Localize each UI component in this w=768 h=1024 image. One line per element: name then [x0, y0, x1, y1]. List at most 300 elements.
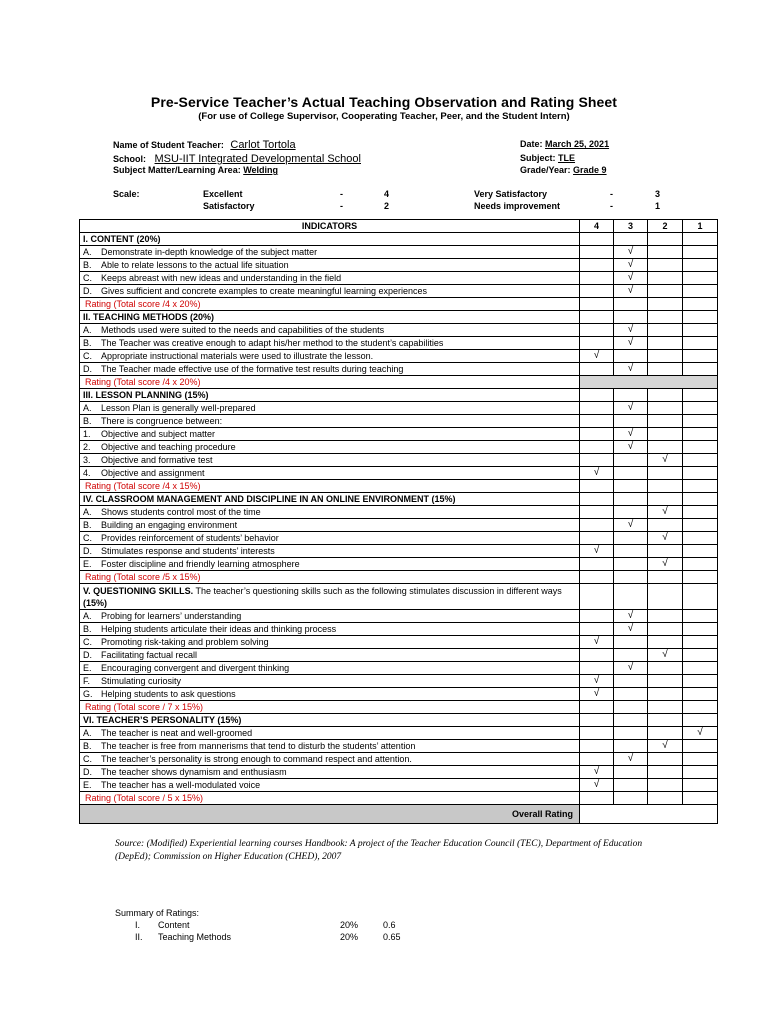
indicator-label: Gives sufficient and concrete examples to create meaningful learning experiences [101, 286, 428, 296]
score-cell-3[interactable] [614, 467, 648, 480]
indicator-text [80, 454, 580, 467]
indicator-prefix: B. [83, 741, 92, 751]
rating-label: Rating (Total score /4 x 20%) [80, 376, 580, 389]
score-cell-1[interactable] [683, 441, 718, 454]
score-cell-4[interactable] [580, 519, 614, 532]
checkmark-icon: √ [627, 285, 634, 296]
score-cell-1[interactable] [683, 519, 718, 532]
score-cell-4[interactable] [580, 610, 614, 623]
indicator-text [80, 649, 580, 662]
score-cell-2[interactable] [648, 259, 683, 272]
indicator-label: The teacher shows dynamism and enthusiasm [101, 767, 287, 777]
checkmark-icon: √ [627, 246, 634, 257]
indicator-row [80, 246, 718, 259]
checkmark-icon: √ [627, 623, 634, 634]
score-cell-3[interactable] [614, 558, 648, 571]
indicator-label: Foster discipline and friendly learning atmosphere [101, 559, 300, 569]
score-cell-1[interactable] [683, 467, 718, 480]
score-cell-3[interactable] [614, 259, 648, 272]
score-cell-1[interactable] [683, 337, 718, 350]
summary-score: 0.65 [383, 932, 401, 942]
score-cell [580, 714, 614, 727]
rating-value-cell[interactable] [683, 480, 718, 493]
indicator-row [80, 272, 718, 285]
rating-label: Rating (Total score / 7 x 15%) [80, 701, 580, 714]
indicator-label: Lesson Plan is generally well-prepared [101, 403, 256, 413]
score-cell-1[interactable] [683, 259, 718, 272]
student-teacher-label: Name of Student Teacher: [113, 140, 224, 150]
rating-label: Rating (Total score /4 x 20%) [80, 298, 580, 311]
section-title [80, 584, 580, 610]
rating-value-cell[interactable] [614, 571, 648, 584]
rating-value-cell[interactable] [580, 792, 614, 805]
indicator-prefix: B. [83, 338, 92, 348]
rating-value-cell[interactable] [580, 571, 614, 584]
score-cell-2[interactable] [648, 740, 683, 753]
indicator-row [80, 727, 718, 740]
score-cell-1[interactable] [683, 610, 718, 623]
scale-value-satisfactory: 2 [384, 201, 390, 211]
rating-value-cell[interactable] [683, 701, 718, 714]
checkmark-icon: √ [593, 766, 600, 777]
score-cell-4[interactable] [580, 441, 614, 454]
checkmark-icon: √ [627, 662, 634, 673]
indicator-label: Objective and formative test [101, 455, 213, 465]
checkmark-icon: √ [627, 428, 634, 439]
score-cell-2[interactable] [648, 688, 683, 701]
summary-name: Content [158, 920, 190, 930]
section-header-row [80, 584, 718, 610]
score-cell-1[interactable] [683, 454, 718, 467]
checkmark-icon: √ [627, 363, 634, 374]
score-cell-2[interactable] [648, 350, 683, 363]
score-cell-1[interactable] [683, 779, 718, 792]
section-lead: V. QUESTIONING SKILLS. [83, 585, 194, 596]
scale-name-very-satisfactory: Very Satisfactory [474, 189, 548, 199]
score-cell-3[interactable] [614, 454, 648, 467]
checkmark-icon: √ [662, 740, 668, 751]
score-cell-4[interactable] [580, 415, 614, 428]
score-cell-4[interactable] [580, 532, 614, 545]
scale-dash: - [610, 189, 613, 199]
score-cell-1[interactable] [683, 285, 718, 298]
indicator-text [80, 272, 580, 285]
score-cell-1[interactable] [683, 649, 718, 662]
score-cell-4[interactable] [580, 727, 614, 740]
score-cell-2[interactable] [648, 766, 683, 779]
indicator-text [80, 545, 580, 558]
score-cell-2[interactable] [648, 363, 683, 376]
score-cell-1[interactable] [683, 545, 718, 558]
learning-area-label: Subject Matter/Learning Area: [113, 165, 241, 175]
score-cell-1[interactable] [683, 324, 718, 337]
score-cell-4[interactable] [580, 337, 614, 350]
score-cell-3[interactable] [614, 662, 648, 675]
header-score-2: 2 [648, 220, 683, 233]
section-header-row [80, 311, 718, 324]
score-cell-4[interactable] [580, 285, 614, 298]
score-cell [580, 233, 614, 246]
score-cell-4[interactable] [580, 272, 614, 285]
checkmark-icon: √ [662, 454, 668, 465]
date-field [520, 139, 609, 149]
indicator-label: Objective and teaching procedure [101, 442, 236, 452]
section-title: III. LESSON PLANNING (15%) [80, 389, 580, 402]
score-cell [683, 233, 718, 246]
checkmark-icon: √ [627, 272, 634, 283]
score-cell-3[interactable] [614, 441, 648, 454]
indicator-text [80, 766, 580, 779]
score-cell-1[interactable] [683, 623, 718, 636]
score-cell-4[interactable] [580, 688, 614, 701]
score-cell-3[interactable] [614, 415, 648, 428]
header-score-3: 3 [614, 220, 648, 233]
score-cell-4[interactable] [580, 324, 614, 337]
rating-value-cell[interactable] [683, 792, 718, 805]
score-cell-1[interactable] [683, 636, 718, 649]
section-title: I. CONTENT (20%) [80, 233, 580, 246]
indicator-label: The teacher is free from mannerisms that tend to disturb the students’ attention [101, 741, 416, 751]
grade-field [520, 165, 607, 175]
checkmark-icon: √ [627, 337, 634, 348]
score-cell-4[interactable] [580, 753, 614, 766]
score-cell-4[interactable] [580, 662, 614, 675]
score-cell-4[interactable] [580, 545, 614, 558]
indicator-row [80, 467, 718, 480]
school-field [113, 153, 361, 165]
indicator-prefix: B. [83, 416, 92, 426]
overall-rating-row [80, 805, 718, 824]
indicator-label: Demonstrate in-depth knowledge of the subject matter [101, 247, 318, 257]
header-score-4: 4 [580, 220, 614, 233]
rating-value-cell[interactable] [614, 298, 648, 311]
score-cell-3[interactable] [614, 506, 648, 519]
score-cell [580, 493, 614, 506]
summary-num: II. [135, 932, 143, 942]
scale-dash: - [610, 201, 613, 211]
score-cell-3[interactable] [614, 649, 648, 662]
indicator-prefix: F. [83, 676, 91, 686]
score-cell-4[interactable] [580, 779, 614, 792]
rating-value-cell[interactable] [580, 298, 614, 311]
indicator-prefix: E. [83, 780, 92, 790]
indicator-row [80, 766, 718, 779]
score-cell-1[interactable] [683, 350, 718, 363]
score-cell-3[interactable] [614, 636, 648, 649]
indicator-row [80, 623, 718, 636]
checkmark-icon: √ [662, 532, 668, 543]
score-cell-3[interactable] [614, 532, 648, 545]
rating-value-cell[interactable] [648, 298, 683, 311]
indicator-prefix: 4. [83, 468, 91, 478]
indicator-label: Objective and assignment [101, 468, 205, 478]
rating-value-cell[interactable] [580, 701, 614, 714]
indicator-text [80, 662, 580, 675]
score-cell-3[interactable] [614, 727, 648, 740]
scale-name-satisfactory: Satisfactory [203, 201, 255, 211]
score-cell-3[interactable] [614, 675, 648, 688]
rating-value-cell[interactable] [580, 376, 718, 389]
date-value: March 25, 2021 [545, 139, 610, 149]
rating-label: Rating (Total score / 5 x 15%) [80, 792, 580, 805]
score-cell-4[interactable] [580, 636, 614, 649]
score-cell-1[interactable] [683, 740, 718, 753]
indicator-row [80, 259, 718, 272]
score-cell-3[interactable] [614, 337, 648, 350]
score-cell-2[interactable] [648, 727, 683, 740]
section-header-row [80, 493, 718, 506]
document-title: Pre-Service Teacher’s Actual Teaching Observation and Rating Sheet [150, 94, 618, 110]
score-cell [683, 714, 718, 727]
indicator-row [80, 350, 718, 363]
score-cell-1[interactable] [683, 272, 718, 285]
indicator-label: Probing for learners’ understanding [101, 611, 242, 621]
score-cell-4[interactable] [580, 363, 614, 376]
indicator-row [80, 649, 718, 662]
score-cell-2[interactable] [648, 324, 683, 337]
rating-value-cell[interactable] [648, 701, 683, 714]
rating-value-cell[interactable] [648, 792, 683, 805]
rating-value-cell[interactable] [614, 480, 648, 493]
score-cell-1[interactable] [683, 662, 718, 675]
indicator-row [80, 285, 718, 298]
score-cell [683, 584, 718, 610]
score-cell-2[interactable] [648, 506, 683, 519]
indicator-prefix: E. [83, 663, 92, 673]
score-cell-1[interactable] [683, 402, 718, 415]
indicator-prefix: D. [83, 546, 92, 556]
checkmark-icon: √ [662, 649, 668, 660]
score-cell [614, 233, 648, 246]
overall-rating-value[interactable] [580, 805, 718, 824]
score-cell-2[interactable] [648, 532, 683, 545]
indicator-row [80, 753, 718, 766]
score-cell-4[interactable] [580, 246, 614, 259]
indicator-label: Stimulates response and students’ interests [101, 546, 275, 556]
score-cell-4[interactable] [580, 649, 614, 662]
scale-name-excellent: Excellent [203, 189, 243, 199]
score-cell [648, 584, 683, 610]
indicator-prefix: C. [83, 533, 92, 543]
section-header-row [80, 714, 718, 727]
indicator-label: Appropriate instructional materials were used to illustrate the lesson. [101, 351, 374, 361]
score-cell-3[interactable] [614, 324, 648, 337]
score-cell-2[interactable] [648, 558, 683, 571]
scale-dash: - [340, 201, 343, 211]
indicator-label: Stimulating curiosity [101, 676, 182, 686]
indicator-row [80, 324, 718, 337]
score-cell-2[interactable] [648, 779, 683, 792]
score-cell-4[interactable] [580, 766, 614, 779]
rating-table-body [80, 220, 718, 824]
score-cell-1[interactable] [683, 753, 718, 766]
score-cell-3[interactable] [614, 740, 648, 753]
learning-area-value: Welding [243, 165, 279, 175]
score-cell-2[interactable] [648, 246, 683, 259]
checkmark-icon: √ [627, 753, 634, 764]
rating-label: Rating (Total score /5 x 15%) [80, 571, 580, 584]
indicator-text [80, 402, 580, 415]
score-cell-2[interactable] [648, 519, 683, 532]
score-cell-1[interactable] [683, 766, 718, 779]
indicator-prefix: B. [83, 520, 92, 530]
indicator-label: Methods used were suited to the needs and capabilities of the students [101, 325, 385, 335]
score-cell-4[interactable] [580, 740, 614, 753]
score-cell-2[interactable] [648, 662, 683, 675]
score-cell-1[interactable] [683, 246, 718, 259]
indicator-prefix: B. [83, 624, 92, 634]
score-cell-2[interactable] [648, 623, 683, 636]
score-cell-2[interactable] [648, 272, 683, 285]
indicator-label: The Teacher was creative enough to adapt his/her method to the student’s capabilities [101, 338, 444, 348]
scale-dash: - [340, 189, 343, 199]
score-cell-2[interactable] [648, 337, 683, 350]
score-cell-1[interactable] [683, 727, 718, 740]
score-cell-2[interactable] [648, 610, 683, 623]
score-cell-2[interactable] [648, 467, 683, 480]
header-score-1: 1 [683, 220, 718, 233]
score-cell-2[interactable] [648, 428, 683, 441]
rating-value-cell[interactable] [648, 571, 683, 584]
indicator-row [80, 337, 718, 350]
date-label: Date: [520, 139, 543, 149]
score-cell-2[interactable] [648, 415, 683, 428]
score-cell-4[interactable] [580, 428, 614, 441]
summary-name: Teaching Methods [158, 932, 232, 942]
indicator-row [80, 519, 718, 532]
rating-value-cell[interactable] [683, 571, 718, 584]
score-cell-3[interactable] [614, 363, 648, 376]
score-cell-3[interactable] [614, 519, 648, 532]
indicator-prefix: A. [83, 611, 92, 621]
summary-pct: 20% [340, 920, 359, 930]
checkmark-icon: √ [627, 519, 634, 530]
indicator-row [80, 688, 718, 701]
rating-value-cell[interactable] [648, 480, 683, 493]
score-cell-3[interactable] [614, 688, 648, 701]
indicator-row [80, 545, 718, 558]
indicator-prefix: 2. [83, 442, 91, 452]
score-cell-3[interactable] [614, 779, 648, 792]
indicator-text [80, 467, 580, 480]
score-cell-2[interactable] [648, 454, 683, 467]
indicator-row [80, 636, 718, 649]
indicator-label: The teacher’s personality is strong enough to command respect and attention. [101, 754, 412, 764]
rating-value-cell[interactable] [614, 792, 648, 805]
indicator-text [80, 363, 580, 376]
section-weight: (15%) [83, 597, 108, 608]
indicator-text [80, 415, 580, 428]
summary-pct: 20% [340, 932, 359, 942]
score-cell-2[interactable] [648, 402, 683, 415]
score-cell-2[interactable] [648, 441, 683, 454]
score-cell-4[interactable] [580, 623, 614, 636]
score-cell-2[interactable] [648, 649, 683, 662]
scale-value-needs-improvement: 1 [655, 201, 661, 211]
score-cell-4[interactable] [580, 259, 614, 272]
rating-value-cell[interactable] [580, 480, 614, 493]
rating-value-cell[interactable] [614, 701, 648, 714]
score-cell-3[interactable] [614, 610, 648, 623]
score-cell-3[interactable] [614, 623, 648, 636]
score-cell-3[interactable] [614, 545, 648, 558]
summary-score: 0.6 [383, 920, 396, 930]
indicator-label: Shows students control most of the time [101, 507, 261, 517]
score-cell-2[interactable] [648, 285, 683, 298]
score-cell-4[interactable] [580, 558, 614, 571]
score-cell-4[interactable] [580, 402, 614, 415]
indicator-label: Helping students to ask questions [101, 689, 236, 699]
indicator-text [80, 688, 580, 701]
score-cell-2[interactable] [648, 675, 683, 688]
score-cell-4[interactable] [580, 675, 614, 688]
score-cell-3[interactable] [614, 428, 648, 441]
score-cell-2[interactable] [648, 636, 683, 649]
checkmark-icon: √ [627, 610, 634, 621]
score-cell-1[interactable] [683, 532, 718, 545]
score-cell-1[interactable] [683, 363, 718, 376]
scale-label: Scale: [113, 189, 140, 199]
indicator-prefix: C. [83, 754, 92, 764]
score-cell-3[interactable] [614, 285, 648, 298]
indicator-prefix: 3. [83, 455, 91, 465]
subject-value: TLE [558, 153, 576, 163]
score-cell-1[interactable] [683, 428, 718, 441]
checkmark-icon: √ [593, 779, 600, 790]
score-cell-3[interactable] [614, 350, 648, 363]
indicator-row [80, 740, 718, 753]
section-description: The teacher’s questioning skills such as the following stimulates discussion in different ways [193, 585, 562, 596]
indicator-text [80, 558, 580, 571]
indicator-row [80, 415, 718, 428]
score-cell-3[interactable] [614, 766, 648, 779]
indicator-text [80, 428, 580, 441]
score-cell-3[interactable] [614, 246, 648, 259]
score-cell-1[interactable] [683, 506, 718, 519]
score-cell-1[interactable] [683, 675, 718, 688]
score-cell-1[interactable] [683, 558, 718, 571]
score-cell [683, 493, 718, 506]
score-cell-1[interactable] [683, 688, 718, 701]
indicator-row [80, 428, 718, 441]
score-cell-2[interactable] [648, 753, 683, 766]
indicator-text [80, 506, 580, 519]
indicator-text [80, 337, 580, 350]
score-cell-2[interactable] [648, 545, 683, 558]
indicator-row [80, 454, 718, 467]
score-cell [614, 584, 648, 610]
indicator-label: Provides reinforcement of students’ behavior [101, 533, 279, 543]
score-cell [614, 714, 648, 727]
indicator-prefix: G. [83, 689, 93, 699]
score-cell-1[interactable] [683, 415, 718, 428]
indicator-label: Objective and subject matter [101, 429, 216, 439]
score-cell-4[interactable] [580, 454, 614, 467]
overall-rating-label: Overall Rating [80, 805, 580, 824]
indicator-text [80, 623, 580, 636]
score-cell-4[interactable] [580, 467, 614, 480]
score-cell-4[interactable] [580, 350, 614, 363]
indicator-text [80, 740, 580, 753]
score-cell-3[interactable] [614, 272, 648, 285]
rating-value-cell[interactable] [683, 298, 718, 311]
score-cell-4[interactable] [580, 506, 614, 519]
subject-field [520, 153, 575, 163]
header-indicators: INDICATORS [80, 220, 580, 233]
score-cell-3[interactable] [614, 402, 648, 415]
indicator-label: Encouraging convergent and divergent thinking [101, 663, 290, 673]
score-cell-3[interactable] [614, 753, 648, 766]
